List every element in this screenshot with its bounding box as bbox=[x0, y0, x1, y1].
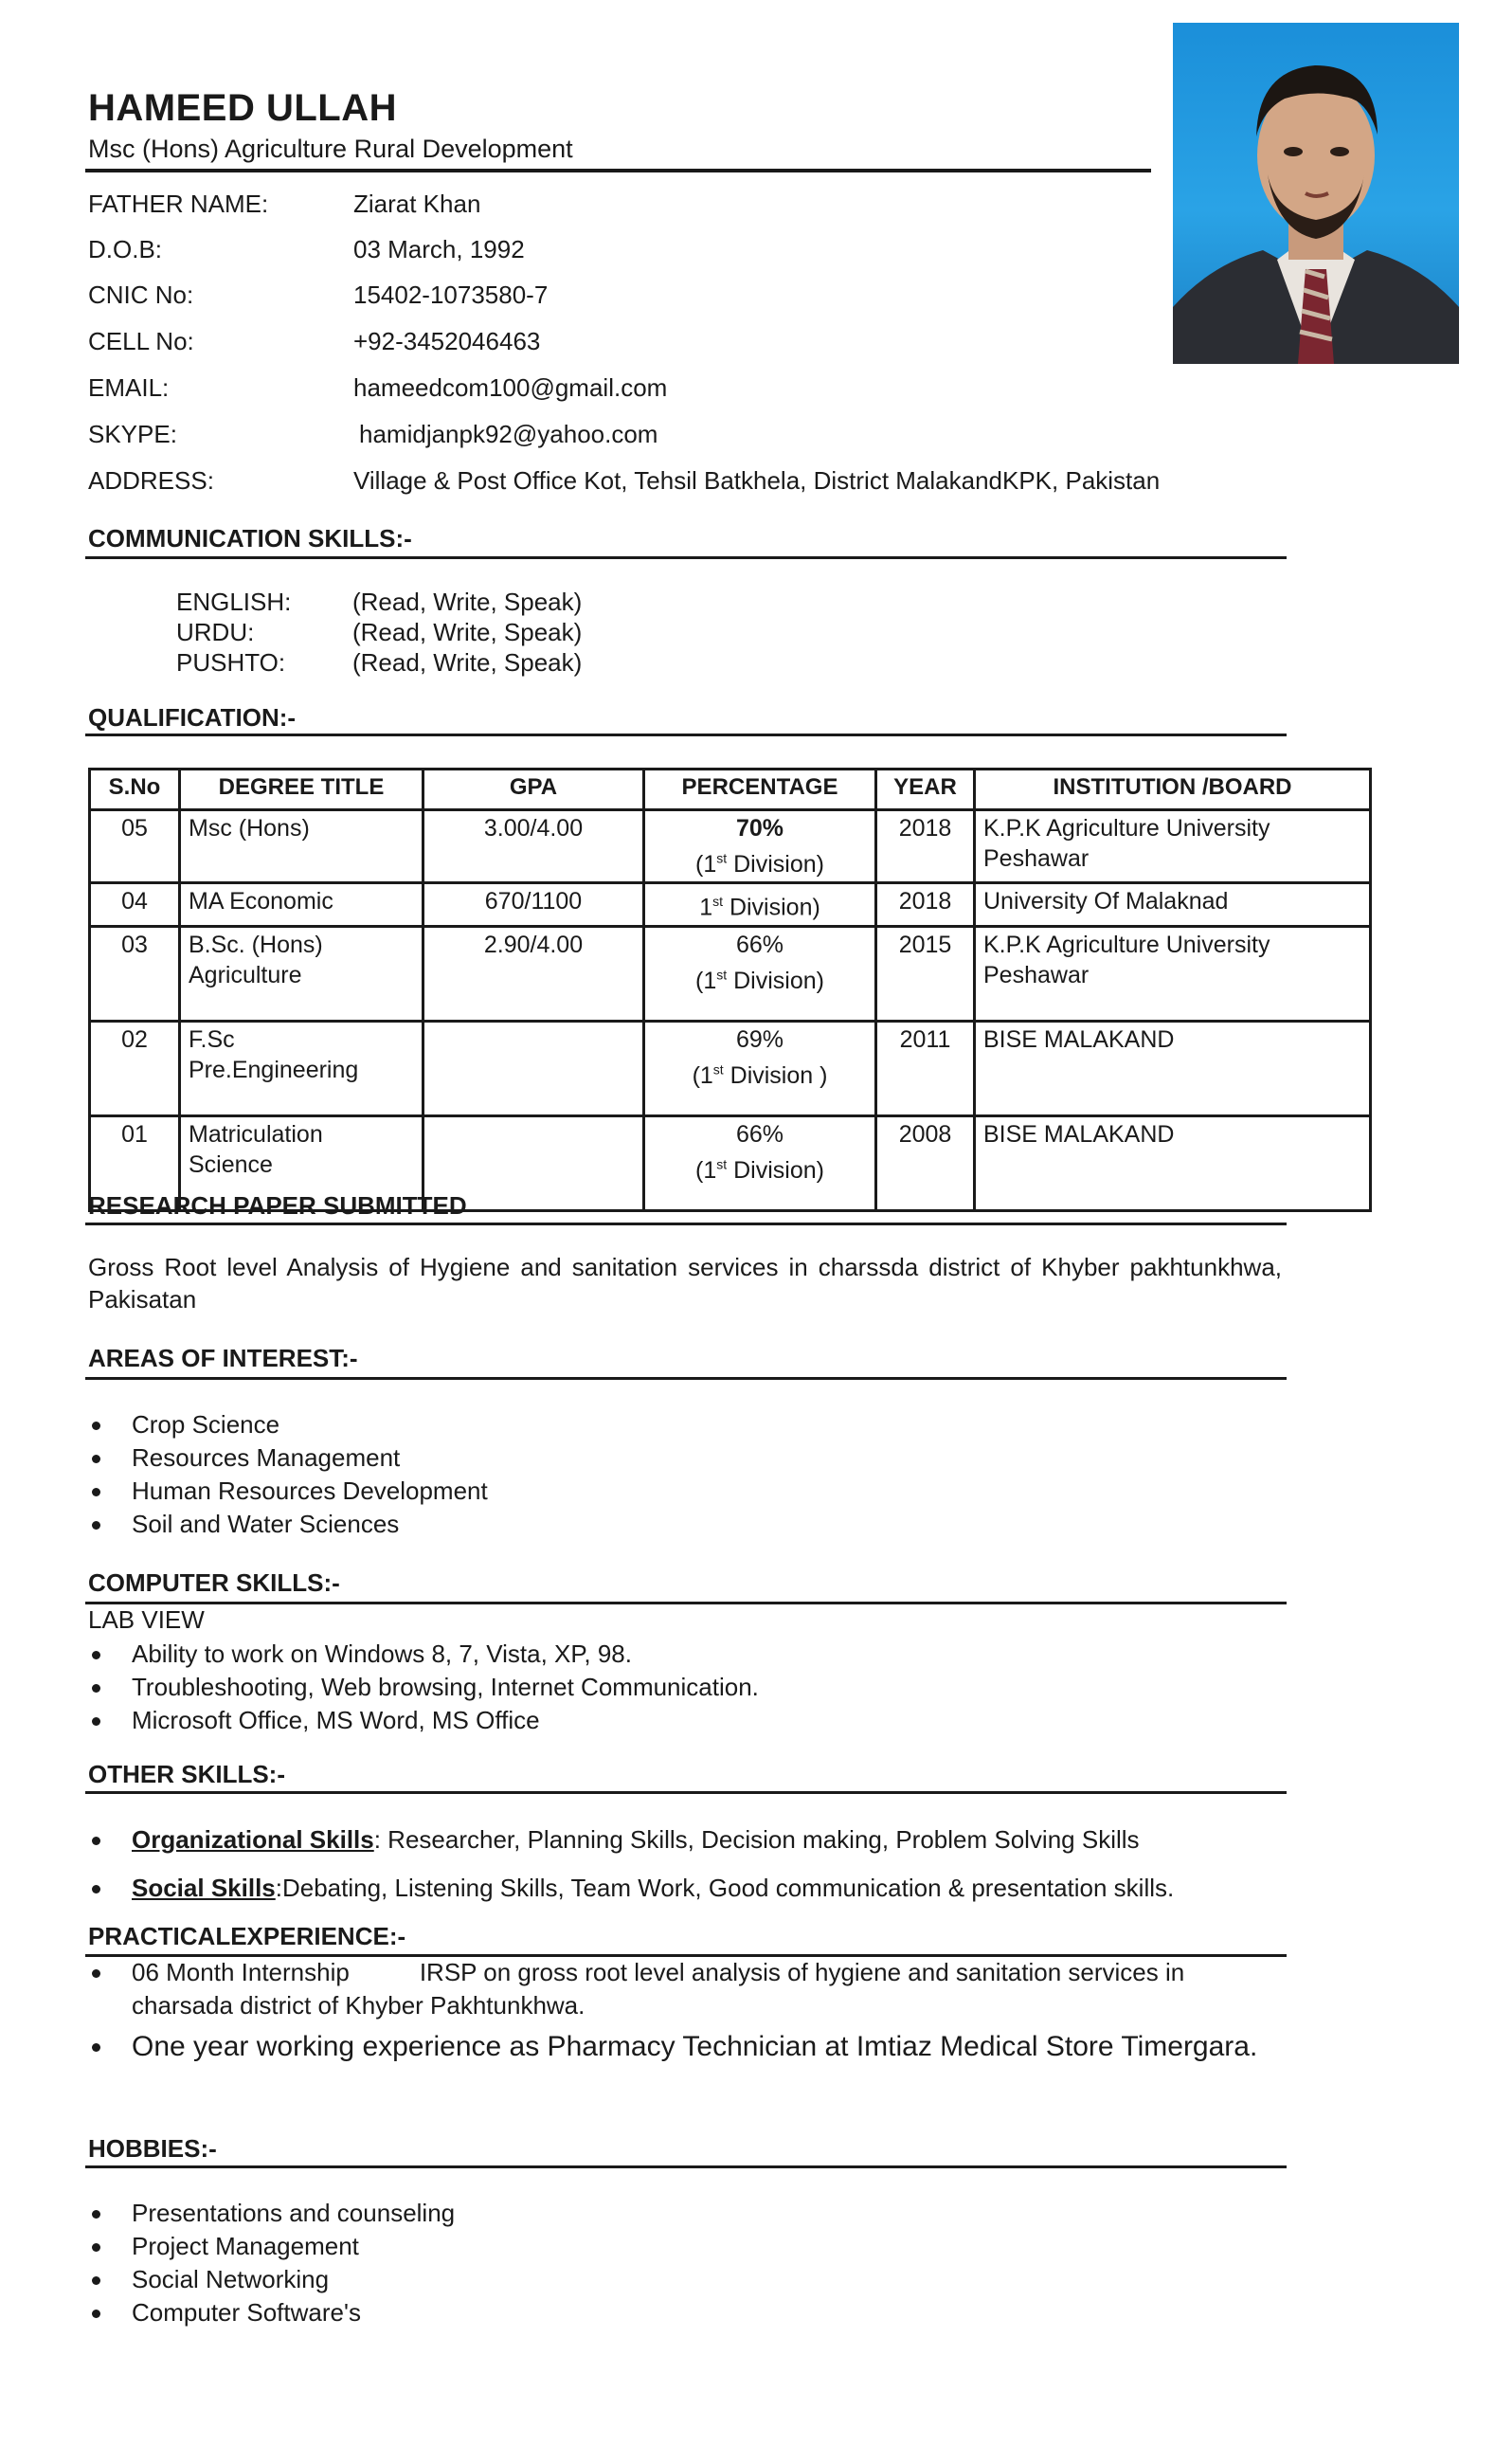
percentage-value: 70% bbox=[735, 815, 784, 842]
cell-year: 2011 bbox=[876, 1021, 975, 1115]
list-item-text: Social Networking bbox=[132, 2265, 330, 2293]
list-item-text: Project Management bbox=[132, 2232, 359, 2260]
candidate-name: HAMEED ULLAH bbox=[88, 87, 397, 129]
research-paper-text: Gross Root level Analysis of Hygiene and sanitation services in charssda district of Khyber pakhtunkhwa, Pakisatan bbox=[88, 1253, 1282, 1314]
list-item bbox=[88, 2230, 455, 2263]
language-name: URDU: bbox=[176, 618, 255, 646]
list-item-text: Soil and Water Sciences bbox=[132, 1510, 400, 1538]
list-item bbox=[88, 1956, 1257, 2022]
social-skills-label: Social Skills bbox=[132, 1874, 276, 1902]
percentage-value: 66% bbox=[735, 931, 784, 958]
list-item-text: Presentations and counseling bbox=[132, 2199, 456, 2227]
division-text: (1st Division) bbox=[695, 1156, 824, 1184]
organizational-skills-label: Organizational Skills bbox=[132, 1825, 374, 1854]
list-item bbox=[88, 1704, 759, 1737]
info-label: CNIC No: bbox=[88, 281, 194, 309]
section-divider bbox=[85, 734, 1287, 736]
info-label: SKYPE: bbox=[88, 420, 177, 448]
info-value: hameedcom100@gmail.com bbox=[353, 373, 668, 402]
column-header: INSTITUTION /BOARD bbox=[975, 770, 1371, 810]
cell-institution: University Of Malaknad bbox=[975, 883, 1371, 926]
cell-degree bbox=[180, 926, 423, 1021]
cell-gpa: 2.90/4.00 bbox=[423, 926, 644, 1021]
bullet-icon bbox=[92, 1684, 100, 1693]
internship-duration: 06 Month Internship bbox=[132, 1958, 350, 1986]
list-item-text: Crop Science bbox=[132, 1410, 280, 1439]
section-heading-qualification: QUALIFICATION:- bbox=[88, 703, 297, 732]
degree-line: Pre.Engineering bbox=[189, 1056, 359, 1083]
list-item-text: Computer Software's bbox=[132, 2298, 361, 2327]
table-row bbox=[90, 810, 1371, 883]
info-label: CELL No: bbox=[88, 327, 194, 355]
section-heading-hobbies: HOBBIES:- bbox=[88, 2134, 217, 2163]
list-item bbox=[88, 2026, 1257, 2068]
qualification-table bbox=[88, 768, 1372, 1212]
division-text: (1st Division) bbox=[695, 967, 824, 994]
section-divider bbox=[85, 1377, 1287, 1380]
bullet-icon bbox=[92, 2243, 100, 2252]
info-label: FATHER NAME: bbox=[88, 190, 269, 218]
column-header: DEGREE TITLE bbox=[180, 770, 423, 810]
interests-list bbox=[88, 1408, 488, 1541]
social-skills-text: :Debating, Listening Skills, Team Work, Good communication & presentation skills. bbox=[275, 1874, 1175, 1902]
info-value: 15402-1073580-7 bbox=[353, 281, 549, 309]
division-text: (1st Division ) bbox=[692, 1061, 828, 1089]
language-skills: (Read, Write, Speak) bbox=[352, 588, 583, 616]
section-heading-interests: AREAS OF INTEREST:- bbox=[88, 1344, 358, 1372]
cell-degree: MA Economic bbox=[180, 883, 423, 926]
column-header: PERCENTAGE bbox=[644, 770, 876, 810]
cell-gpa: 3.00/4.00 bbox=[423, 810, 644, 883]
cell-year: 2018 bbox=[876, 810, 975, 883]
cell-year: 2008 bbox=[876, 1115, 975, 1210]
section-divider bbox=[85, 1223, 1287, 1225]
section-divider bbox=[85, 556, 1287, 559]
bullet-icon bbox=[92, 2043, 100, 2052]
percentage-value: 66% bbox=[735, 1120, 784, 1148]
bullet-icon bbox=[92, 1969, 100, 1978]
organizational-skills-text: : Researcher, Planning Skills, Decision making, Problem Solving Skills bbox=[373, 1825, 1140, 1854]
info-label: EMAIL: bbox=[88, 373, 170, 402]
cell-degree bbox=[180, 810, 423, 883]
hobbies-list bbox=[88, 2197, 455, 2329]
list-item bbox=[88, 1872, 1174, 1905]
institution-line: K.P.K Agriculture University bbox=[983, 931, 1270, 958]
bullet-icon bbox=[92, 1885, 100, 1893]
bullet-icon bbox=[92, 1717, 100, 1726]
cell-gpa bbox=[423, 1021, 644, 1115]
institution-line: Peshawar bbox=[983, 845, 1090, 872]
language-name: ENGLISH: bbox=[176, 588, 292, 616]
section-divider bbox=[85, 2165, 1287, 2168]
section-divider bbox=[85, 1791, 1287, 1794]
institution-line: Peshawar bbox=[983, 961, 1090, 988]
cell-sno: 05 bbox=[90, 810, 180, 883]
language-name: PUSHTO: bbox=[176, 648, 286, 677]
bullet-icon bbox=[92, 1488, 100, 1496]
info-value: +92-3452046463 bbox=[353, 327, 541, 355]
language-skills: (Read, Write, Speak) bbox=[352, 618, 583, 646]
list-item bbox=[88, 2296, 455, 2329]
list-item-text: Microsoft Office, MS Word, MS Office bbox=[132, 1706, 540, 1734]
cell-degree bbox=[180, 1021, 423, 1115]
cell-institution: BISE MALAKAND bbox=[975, 1021, 1371, 1115]
cell-sno: 01 bbox=[90, 1115, 180, 1210]
bullet-icon bbox=[92, 1837, 100, 1845]
section-heading-practical-experience: PRACTICALEXPERIENCE:- bbox=[88, 1922, 406, 1950]
table-row bbox=[90, 926, 1371, 1021]
list-item bbox=[88, 1475, 488, 1508]
profile-photo bbox=[1173, 23, 1459, 364]
cell-percentage: 1st Division) bbox=[644, 883, 876, 926]
info-label: D.O.B: bbox=[88, 235, 163, 263]
degree-line: F.Sc bbox=[189, 1025, 235, 1053]
division-text: (1st Division) bbox=[695, 851, 824, 879]
cell-percentage bbox=[644, 1115, 876, 1210]
degree-line: Matriculation bbox=[189, 1120, 323, 1148]
list-item bbox=[88, 1671, 759, 1704]
list-item bbox=[88, 1408, 488, 1441]
list-item bbox=[88, 1441, 488, 1475]
bullet-icon bbox=[92, 1651, 100, 1659]
percentage-value: 69% bbox=[735, 1025, 784, 1053]
bullet-icon bbox=[92, 2210, 100, 2219]
column-header: YEAR bbox=[876, 770, 975, 810]
cell-institution bbox=[975, 810, 1371, 883]
section-heading-other-skills: OTHER SKILLS:- bbox=[88, 1760, 285, 1788]
internship-description: IRSP on gross root level analysis of hygiene and sanitation services in bbox=[419, 1958, 1185, 1986]
institution-line: K.P.K Agriculture University bbox=[983, 815, 1270, 842]
language-skills: (Read, Write, Speak) bbox=[352, 648, 583, 677]
list-item bbox=[88, 2263, 455, 2296]
section-heading-communication: COMMUNICATION SKILLS:- bbox=[88, 524, 412, 553]
cell-sno: 04 bbox=[90, 883, 180, 926]
computer-skills-list bbox=[88, 1638, 759, 1737]
section-heading-research: RESEARCH PAPER SUBMITTED bbox=[88, 1191, 467, 1220]
list-item-text: Human Resources Development bbox=[132, 1477, 488, 1505]
list-item-text: Troubleshooting, Web browsing, Internet Communication. bbox=[132, 1673, 759, 1701]
bullet-icon bbox=[92, 1422, 100, 1430]
section-heading-computer: COMPUTER SKILLS:- bbox=[88, 1568, 340, 1597]
cell-year: 2018 bbox=[876, 883, 975, 926]
internship-description-cont: charsada district of Khyber Pakhtunkhwa. bbox=[132, 1991, 585, 2020]
info-value: Village & Post Office Kot, Tehsil Batkhela, District MalakandKPK, Pakistan bbox=[353, 466, 1161, 495]
cell-institution: BISE MALAKAND bbox=[975, 1115, 1371, 1210]
section-divider bbox=[85, 1602, 1287, 1604]
info-label: ADDRESS: bbox=[88, 466, 214, 495]
degree-line: Msc (Hons) bbox=[189, 815, 310, 842]
cell-percentage bbox=[644, 1021, 876, 1115]
table-header-row bbox=[90, 770, 1371, 810]
candidate-degree-title: Msc (Hons) Agriculture Rural Development bbox=[88, 135, 573, 163]
bullet-icon bbox=[92, 1455, 100, 1463]
bullet-icon bbox=[92, 1521, 100, 1530]
column-header: S.No bbox=[90, 770, 180, 810]
list-item bbox=[88, 1638, 759, 1671]
cell-sno: 03 bbox=[90, 926, 180, 1021]
bullet-icon bbox=[92, 2276, 100, 2285]
bullet-icon bbox=[92, 2310, 100, 2318]
other-skills-list bbox=[88, 1823, 1174, 1905]
header-divider bbox=[85, 169, 1151, 172]
degree-line: Agriculture bbox=[189, 961, 302, 988]
degree-line: B.Sc. (Hons) bbox=[189, 931, 323, 958]
cell-percentage bbox=[644, 926, 876, 1021]
table-row bbox=[90, 1021, 1371, 1115]
list-item bbox=[88, 2197, 455, 2230]
portrait-image bbox=[1173, 23, 1459, 364]
experience-list bbox=[88, 1956, 1257, 2068]
list-item bbox=[88, 1823, 1174, 1857]
cell-percentage bbox=[644, 810, 876, 883]
list-item-text: One year working experience as Pharmacy Technician at Imtiaz Medical Store Timergara. bbox=[132, 2031, 1258, 2062]
cell-year: 2015 bbox=[876, 926, 975, 1021]
list-item-text: Resources Management bbox=[132, 1443, 401, 1472]
cell-gpa: 670/1100 bbox=[423, 883, 644, 926]
column-header: GPA bbox=[423, 770, 644, 810]
info-value: hamidjanpk92@yahoo.com bbox=[359, 420, 658, 448]
info-value: Ziarat Khan bbox=[353, 190, 481, 218]
table-row bbox=[90, 883, 1371, 926]
list-item-text: Ability to work on Windows 8, 7, Vista, XP, 98. bbox=[132, 1640, 632, 1668]
cell-sno: 02 bbox=[90, 1021, 180, 1115]
list-item bbox=[88, 1508, 488, 1541]
lab-view-label: LAB VIEW bbox=[88, 1605, 205, 1634]
info-value: 03 March, 1992 bbox=[353, 235, 525, 263]
degree-line: Science bbox=[189, 1150, 273, 1178]
cell-institution bbox=[975, 926, 1371, 1021]
